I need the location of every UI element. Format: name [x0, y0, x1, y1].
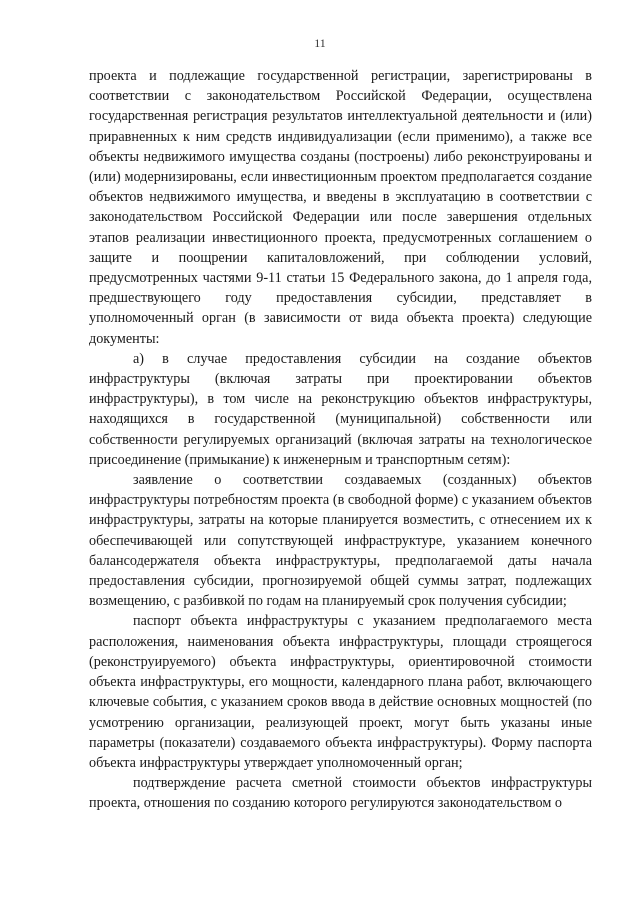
- paragraph-cost-confirmation: подтверждение расчета сметной стоимости объектов инфраструктуры проекта, отношения по созданию которого регулируются законодательством о: [89, 775, 592, 812]
- paragraph-item-a: а) в случае предоставления субсидии на создание объектов инфраструктуры (включая затраты при проектировании объектов инфраструктуры), в том числе на реконструкцию объектов инфраструктуры, находящихся в государственной (муниципальной) собственности или собственности регулируемых организаций (включая затраты на технологическое присоединение (примыкание) к инженерным и транспортным сетям):: [89, 350, 592, 468]
- paragraph-passport: паспорт объекта инфраструктуры с указанием предполагаемого места расположения, наименования объекта инфраструктуры, площади строящегося (реконструируемого) объекта инфраструктуры, ориентировочной стоимости объекта инфраструктуры, его мощности, календарного плана работ, включающего ключевые события, с указанием сроков ввода в действие основных мощностей (по усмотрению организации, реализующей проект, могут быть указаны иные параметры (показатели) создаваемого объекта инфраструктуры). Форму паспорта объекта инфраструктуры утверждает уполномоченный орган;: [89, 613, 592, 771]
- page-number: 11: [314, 36, 326, 50]
- paragraph-continuation: проекта и подлежащие государственной регистрации, зарегистрированы в соответствии с законодательством Российской Федерации, осуществлена государственная регистрация результатов интеллектуальной деятельности и (или) приравненных к ним средств индивидуализации (если применимо), а также все объекты недвижимого имущества созданы (построены) либо реконструированы и (или) модернизированы, если инвестиционным проектом предполагается создание объектов недвижимого имущества, и введены в эксплуатацию в соответствии с законодательством Российской Федерации или после завершения отдельных этапов реализации инвестиционного проекта, предусмотренных соглашением о защите и поощрении капиталовложений, при соблюдении условий, предусмотренных частями 9-11 статьи 15 Федерального закона, до 1 апреля года, предшествующего году предоставления субсидии, представляет в уполномоченный орган (в зависимости от вида объекта проекта) следующие документы:: [89, 68, 592, 347]
- paragraph-application: заявление о соответствии создаваемых (созданных) объектов инфраструктуры потребностям проекта (в свободной форме) с указанием объектов инфраструктуры, затраты на которые планируется возместить, с отнесением их к обеспечивающей или сопутствующей инфраструктуре, указанием конечного балансодержателя объекта инфраструктуры, предполагаемой даты начала предоставления субсидии, прогнозируемой общей суммы затрат, подлежащих возмещению, с разбивкой по годам на планируемый срок получения субсидии;: [89, 472, 592, 610]
- document-body: [89, 66, 592, 814]
